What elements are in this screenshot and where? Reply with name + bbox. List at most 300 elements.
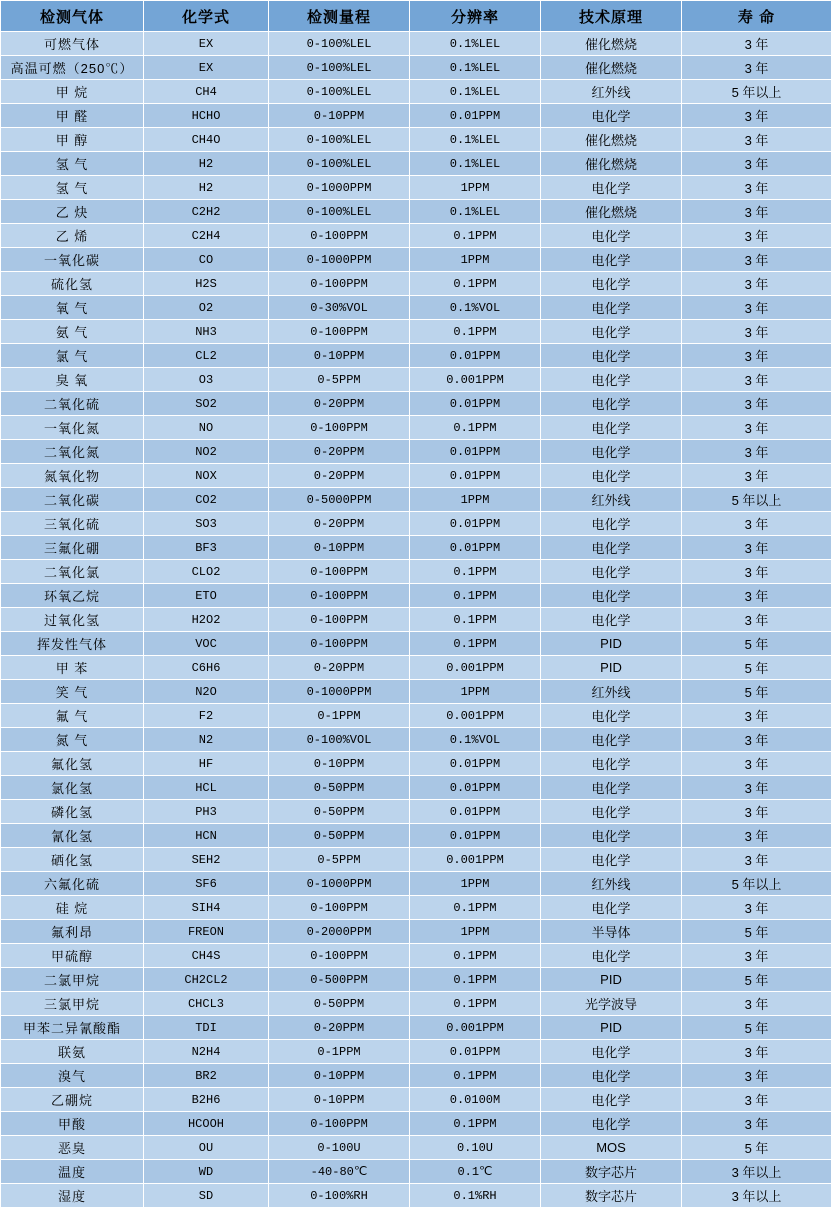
table-cell-formula: SF6 xyxy=(144,872,269,896)
table-row xyxy=(1,296,831,320)
table-cell-range: 0-20PPM xyxy=(269,464,410,488)
table-cell-life: 3 年 xyxy=(682,152,831,176)
column-header-gas: 检测气体 xyxy=(1,1,144,32)
table-cell-principle: 红外线 xyxy=(541,872,682,896)
table-cell-range: 0-50PPM xyxy=(269,824,410,848)
table-cell-principle: PID xyxy=(541,656,682,680)
table-body xyxy=(1,32,831,1208)
table-cell-formula: EX xyxy=(144,56,269,80)
table-row xyxy=(1,248,831,272)
table-cell-life: 3 年 xyxy=(682,992,831,1016)
table-cell-principle: 电化学 xyxy=(541,248,682,272)
table-cell-life: 3 年以上 xyxy=(682,1184,831,1208)
table-cell-formula: SEH2 xyxy=(144,848,269,872)
table-cell-name: 氢 气 xyxy=(1,176,144,200)
table-row xyxy=(1,632,831,656)
table-cell-life: 3 年 xyxy=(682,1040,831,1064)
table-cell-life: 3 年 xyxy=(682,536,831,560)
table-cell-range: 0-100%LEL xyxy=(269,152,410,176)
table-row xyxy=(1,224,831,248)
table-cell-res: 0.1%LEL xyxy=(410,56,541,80)
table-cell-name: 氟利昂 xyxy=(1,920,144,944)
table-cell-formula: TDI xyxy=(144,1016,269,1040)
table-cell-name: 甲 苯 xyxy=(1,656,144,680)
table-cell-life: 3 年 xyxy=(682,416,831,440)
table-cell-principle: 电化学 xyxy=(541,824,682,848)
table-cell-formula: SIH4 xyxy=(144,896,269,920)
table-cell-life: 3 年以上 xyxy=(682,1160,831,1184)
table-cell-range: 0-5000PPM xyxy=(269,488,410,512)
table-cell-range: 0-20PPM xyxy=(269,1016,410,1040)
table-cell-principle: 电化学 xyxy=(541,848,682,872)
table-cell-range: 0-500PPM xyxy=(269,968,410,992)
table-row xyxy=(1,344,831,368)
table-cell-range: 0-20PPM xyxy=(269,440,410,464)
table-row xyxy=(1,776,831,800)
table-cell-res: 0.1%LEL xyxy=(410,80,541,104)
table-cell-principle: 电化学 xyxy=(541,416,682,440)
table-cell-name: 二氧化氯 xyxy=(1,560,144,584)
table-cell-range: 0-100PPM xyxy=(269,896,410,920)
table-cell-principle: 电化学 xyxy=(541,800,682,824)
table-cell-principle: 催化燃烧 xyxy=(541,200,682,224)
table-cell-name: 甲苯二异氰酸酯 xyxy=(1,1016,144,1040)
table-row xyxy=(1,608,831,632)
table-row xyxy=(1,896,831,920)
table-cell-res: 0.1%RH xyxy=(410,1184,541,1208)
table-cell-formula: NOX xyxy=(144,464,269,488)
table-cell-range: 0-100%VOL xyxy=(269,728,410,752)
table-cell-life: 3 年 xyxy=(682,200,831,224)
table-cell-life: 5 年 xyxy=(682,680,831,704)
table-cell-range: 0-100%RH xyxy=(269,1184,410,1208)
table-cell-life: 3 年 xyxy=(682,584,831,608)
table-cell-range: 0-100PPM xyxy=(269,272,410,296)
table-cell-principle: 电化学 xyxy=(541,1040,682,1064)
table-cell-range: 0-100%LEL xyxy=(269,128,410,152)
table-cell-res: 0.1PPM xyxy=(410,416,541,440)
table-cell-res: 0.1PPM xyxy=(410,632,541,656)
table-cell-formula: HCN xyxy=(144,824,269,848)
table-cell-life: 3 年 xyxy=(682,368,831,392)
table-cell-name: 氟化氢 xyxy=(1,752,144,776)
table-cell-res: 0.01PPM xyxy=(410,536,541,560)
table-row xyxy=(1,752,831,776)
table-header-row xyxy=(1,1,831,32)
table-row xyxy=(1,848,831,872)
table-cell-range: 0-30%VOL xyxy=(269,296,410,320)
table-cell-formula: N2H4 xyxy=(144,1040,269,1064)
column-header-lifetime: 寿 命 xyxy=(682,1,831,32)
table-cell-formula: EX xyxy=(144,32,269,56)
table-cell-range: 0-100%LEL xyxy=(269,32,410,56)
table-cell-range: 0-100PPM xyxy=(269,560,410,584)
table-cell-name: 氨 气 xyxy=(1,320,144,344)
table-row xyxy=(1,320,831,344)
column-header-range: 检测量程 xyxy=(269,1,410,32)
table-cell-principle: 数字芯片 xyxy=(541,1160,682,1184)
table-cell-formula: C2H2 xyxy=(144,200,269,224)
table-cell-principle: 红外线 xyxy=(541,488,682,512)
table-row xyxy=(1,80,831,104)
table-cell-formula: C2H4 xyxy=(144,224,269,248)
table-cell-res: 1PPM xyxy=(410,680,541,704)
table-cell-res: 0.01PPM xyxy=(410,776,541,800)
table-cell-name: 湿度 xyxy=(1,1184,144,1208)
table-cell-res: 0.01PPM xyxy=(410,464,541,488)
table-cell-life: 3 年 xyxy=(682,944,831,968)
table-cell-formula: CHCL3 xyxy=(144,992,269,1016)
table-cell-name: 环氧乙烷 xyxy=(1,584,144,608)
table-cell-formula: BR2 xyxy=(144,1064,269,1088)
table-cell-range: 0-100PPM xyxy=(269,1112,410,1136)
table-cell-principle: 电化学 xyxy=(541,728,682,752)
table-cell-range: 0-50PPM xyxy=(269,800,410,824)
table-cell-life: 5 年 xyxy=(682,968,831,992)
table-cell-formula: N2O xyxy=(144,680,269,704)
table-cell-life: 3 年 xyxy=(682,392,831,416)
table-cell-name: 挥发性气体 xyxy=(1,632,144,656)
table-cell-life: 3 年 xyxy=(682,56,831,80)
table-cell-life: 3 年 xyxy=(682,344,831,368)
table-cell-life: 3 年 xyxy=(682,512,831,536)
table-cell-life: 5 年 xyxy=(682,656,831,680)
table-cell-life: 3 年 xyxy=(682,128,831,152)
table-cell-name: 恶臭 xyxy=(1,1136,144,1160)
table-cell-principle: PID xyxy=(541,1016,682,1040)
table-cell-formula: O2 xyxy=(144,296,269,320)
table-cell-range: 0-1000PPM xyxy=(269,248,410,272)
table-cell-formula: NH3 xyxy=(144,320,269,344)
table-cell-formula: CH2CL2 xyxy=(144,968,269,992)
table-row xyxy=(1,176,831,200)
table-cell-principle: 电化学 xyxy=(541,560,682,584)
table-cell-formula: C6H6 xyxy=(144,656,269,680)
table-cell-res: 0.1PPM xyxy=(410,608,541,632)
table-cell-range: 0-5PPM xyxy=(269,848,410,872)
table-cell-principle: 电化学 xyxy=(541,512,682,536)
table-row xyxy=(1,1136,831,1160)
table-cell-res: 0.1PPM xyxy=(410,560,541,584)
table-cell-life: 5 年 xyxy=(682,920,831,944)
table-cell-principle: 红外线 xyxy=(541,680,682,704)
table-cell-life: 3 年 xyxy=(682,800,831,824)
table-cell-name: 可燃气体 xyxy=(1,32,144,56)
table-cell-name: 甲酸 xyxy=(1,1112,144,1136)
table-cell-res: 0.1PPM xyxy=(410,320,541,344)
table-cell-name: 一氧化碳 xyxy=(1,248,144,272)
table-cell-res: 0.01PPM xyxy=(410,440,541,464)
table-row xyxy=(1,56,831,80)
table-row xyxy=(1,1064,831,1088)
table-cell-name: 二氧化碳 xyxy=(1,488,144,512)
table-cell-range: 0-1000PPM xyxy=(269,872,410,896)
table-cell-name: 甲 醇 xyxy=(1,128,144,152)
table-cell-life: 5 年以上 xyxy=(682,488,831,512)
table-cell-name: 硅 烷 xyxy=(1,896,144,920)
table-cell-res: 0.1%VOL xyxy=(410,728,541,752)
table-cell-principle: 电化学 xyxy=(541,104,682,128)
table-cell-range: 0-1PPM xyxy=(269,1040,410,1064)
table-cell-formula: H2O2 xyxy=(144,608,269,632)
table-row xyxy=(1,728,831,752)
table-cell-formula: NO xyxy=(144,416,269,440)
table-cell-formula: WD xyxy=(144,1160,269,1184)
table-cell-res: 0.01PPM xyxy=(410,512,541,536)
table-cell-principle: 半导体 xyxy=(541,920,682,944)
table-cell-range: 0-1000PPM xyxy=(269,176,410,200)
table-header xyxy=(1,1,831,32)
table-cell-range: 0-1000PPM xyxy=(269,680,410,704)
table-cell-life: 3 年 xyxy=(682,848,831,872)
table-cell-name: 氧 气 xyxy=(1,296,144,320)
table-cell-formula: FREON xyxy=(144,920,269,944)
table-cell-formula: SD xyxy=(144,1184,269,1208)
table-cell-formula: CO2 xyxy=(144,488,269,512)
table-cell-name: 三氟化硼 xyxy=(1,536,144,560)
table-cell-range: 0-100%LEL xyxy=(269,200,410,224)
table-cell-formula: OU xyxy=(144,1136,269,1160)
table-cell-res: 0.001PPM xyxy=(410,656,541,680)
table-cell-principle: 红外线 xyxy=(541,80,682,104)
table-cell-formula: BF3 xyxy=(144,536,269,560)
table-cell-life: 3 年 xyxy=(682,272,831,296)
table-cell-formula: VOC xyxy=(144,632,269,656)
table-cell-life: 3 年 xyxy=(682,728,831,752)
table-cell-res: 1PPM xyxy=(410,488,541,512)
table-cell-range: 0-100%LEL xyxy=(269,56,410,80)
table-row xyxy=(1,1016,831,1040)
table-cell-res: 0.1PPM xyxy=(410,992,541,1016)
table-cell-principle: 电化学 xyxy=(541,896,682,920)
table-cell-formula: CH4S xyxy=(144,944,269,968)
table-cell-principle: 数字芯片 xyxy=(541,1184,682,1208)
table-cell-res: 0.1PPM xyxy=(410,968,541,992)
table-cell-res: 0.1%LEL xyxy=(410,152,541,176)
table-cell-name: 氯化氢 xyxy=(1,776,144,800)
table-cell-life: 3 年 xyxy=(682,704,831,728)
table-cell-principle: 电化学 xyxy=(541,776,682,800)
table-cell-name: 笑 气 xyxy=(1,680,144,704)
table-cell-name: 乙硼烷 xyxy=(1,1088,144,1112)
table-row xyxy=(1,200,831,224)
table-cell-formula: CL2 xyxy=(144,344,269,368)
table-cell-formula: SO2 xyxy=(144,392,269,416)
table-cell-name: 氯 气 xyxy=(1,344,144,368)
table-cell-principle: 电化学 xyxy=(541,320,682,344)
table-cell-principle: 催化燃烧 xyxy=(541,152,682,176)
table-cell-principle: 电化学 xyxy=(541,368,682,392)
table-cell-name: 高温可燃（250℃） xyxy=(1,56,144,80)
table-row xyxy=(1,968,831,992)
table-cell-principle: 电化学 xyxy=(541,440,682,464)
table-row xyxy=(1,704,831,728)
table-cell-res: 1PPM xyxy=(410,920,541,944)
table-cell-formula: HCL xyxy=(144,776,269,800)
table-cell-life: 3 年 xyxy=(682,1088,831,1112)
table-cell-name: 氮 气 xyxy=(1,728,144,752)
table-cell-principle: 电化学 xyxy=(541,752,682,776)
table-cell-name: 乙 炔 xyxy=(1,200,144,224)
table-row xyxy=(1,128,831,152)
table-cell-name: 三氯甲烷 xyxy=(1,992,144,1016)
table-cell-formula: H2S xyxy=(144,272,269,296)
table-cell-name: 二氯甲烷 xyxy=(1,968,144,992)
table-cell-life: 3 年 xyxy=(682,824,831,848)
table-cell-name: 磷化氢 xyxy=(1,800,144,824)
table-cell-range: 0-100PPM xyxy=(269,416,410,440)
table-cell-name: 一氧化氮 xyxy=(1,416,144,440)
table-cell-res: 0.01PPM xyxy=(410,1040,541,1064)
table-cell-res: 0.01PPM xyxy=(410,752,541,776)
table-cell-name: 甲 醛 xyxy=(1,104,144,128)
table-row xyxy=(1,104,831,128)
table-cell-formula: PH3 xyxy=(144,800,269,824)
table-cell-principle: 电化学 xyxy=(541,584,682,608)
table-row xyxy=(1,944,831,968)
table-row xyxy=(1,536,831,560)
table-cell-formula: H2 xyxy=(144,176,269,200)
table-cell-name: 硒化氢 xyxy=(1,848,144,872)
table-cell-life: 3 年 xyxy=(682,248,831,272)
table-cell-principle: PID xyxy=(541,632,682,656)
table-cell-principle: PID xyxy=(541,968,682,992)
table-cell-formula: HF xyxy=(144,752,269,776)
table-cell-name: 氢 气 xyxy=(1,152,144,176)
table-row xyxy=(1,680,831,704)
table-cell-formula: SO3 xyxy=(144,512,269,536)
table-cell-formula: ETO xyxy=(144,584,269,608)
table-cell-life: 3 年 xyxy=(682,752,831,776)
table-row xyxy=(1,512,831,536)
table-cell-life: 5 年以上 xyxy=(682,80,831,104)
table-cell-life: 3 年 xyxy=(682,896,831,920)
table-row xyxy=(1,1088,831,1112)
table-row xyxy=(1,1112,831,1136)
table-cell-life: 3 年 xyxy=(682,296,831,320)
table-cell-principle: 电化学 xyxy=(541,704,682,728)
table-cell-life: 3 年 xyxy=(682,1112,831,1136)
table-cell-formula: CLO2 xyxy=(144,560,269,584)
table-cell-name: 溴气 xyxy=(1,1064,144,1088)
table-row xyxy=(1,800,831,824)
table-cell-life: 3 年 xyxy=(682,104,831,128)
table-cell-life: 5 年 xyxy=(682,632,831,656)
table-cell-name: 甲 烷 xyxy=(1,80,144,104)
table-cell-range: 0-5PPM xyxy=(269,368,410,392)
table-cell-name: 氰化氢 xyxy=(1,824,144,848)
table-cell-res: 0.1PPM xyxy=(410,584,541,608)
table-cell-life: 3 年 xyxy=(682,464,831,488)
table-cell-range: 0-10PPM xyxy=(269,104,410,128)
table-cell-life: 3 年 xyxy=(682,320,831,344)
table-row xyxy=(1,584,831,608)
table-cell-principle: 电化学 xyxy=(541,272,682,296)
table-cell-name: 甲硫醇 xyxy=(1,944,144,968)
table-cell-res: 0.001PPM xyxy=(410,704,541,728)
table-cell-range: 0-2000PPM xyxy=(269,920,410,944)
table-row xyxy=(1,824,831,848)
table-row xyxy=(1,464,831,488)
table-cell-formula: O3 xyxy=(144,368,269,392)
table-cell-principle: 电化学 xyxy=(541,1064,682,1088)
table-cell-range: -40-80℃ xyxy=(269,1160,410,1184)
table-cell-range: 0-100PPM xyxy=(269,632,410,656)
table-cell-formula: F2 xyxy=(144,704,269,728)
table-row xyxy=(1,992,831,1016)
table-cell-life: 3 年 xyxy=(682,1064,831,1088)
table-row xyxy=(1,440,831,464)
table-cell-principle: 电化学 xyxy=(541,464,682,488)
table-cell-name: 硫化氢 xyxy=(1,272,144,296)
table-row xyxy=(1,368,831,392)
table-row xyxy=(1,392,831,416)
table-cell-life: 5 年以上 xyxy=(682,872,831,896)
table-cell-principle: 电化学 xyxy=(541,392,682,416)
column-header-resolution: 分辨率 xyxy=(410,1,541,32)
table-row xyxy=(1,872,831,896)
table-cell-res: 0.1PPM xyxy=(410,224,541,248)
table-cell-res: 0.1%VOL xyxy=(410,296,541,320)
table-cell-formula: H2 xyxy=(144,152,269,176)
table-cell-res: 0.10U xyxy=(410,1136,541,1160)
table-cell-name: 氮氧化物 xyxy=(1,464,144,488)
table-row xyxy=(1,560,831,584)
table-cell-res: 0.001PPM xyxy=(410,1016,541,1040)
table-cell-life: 3 年 xyxy=(682,440,831,464)
table-cell-range: 0-20PPM xyxy=(269,512,410,536)
table-cell-res: 0.1%LEL xyxy=(410,200,541,224)
table-cell-range: 0-20PPM xyxy=(269,392,410,416)
table-cell-res: 1PPM xyxy=(410,176,541,200)
table-cell-res: 0.1PPM xyxy=(410,944,541,968)
table-cell-range: 0-10PPM xyxy=(269,1088,410,1112)
table-cell-formula: CO xyxy=(144,248,269,272)
table-cell-range: 0-50PPM xyxy=(269,776,410,800)
table-cell-res: 0.1PPM xyxy=(410,1112,541,1136)
table-cell-res: 0.1%LEL xyxy=(410,128,541,152)
table-cell-life: 3 年 xyxy=(682,560,831,584)
table-cell-range: 0-10PPM xyxy=(269,1064,410,1088)
column-header-principle: 技术原理 xyxy=(541,1,682,32)
table-cell-formula: B2H6 xyxy=(144,1088,269,1112)
table-cell-principle: MOS xyxy=(541,1136,682,1160)
table-cell-res: 0.1%LEL xyxy=(410,32,541,56)
table-cell-principle: 电化学 xyxy=(541,536,682,560)
table-cell-life: 5 年 xyxy=(682,1016,831,1040)
table-cell-res: 0.01PPM xyxy=(410,104,541,128)
table-row xyxy=(1,152,831,176)
table-cell-res: 0.01PPM xyxy=(410,344,541,368)
table-row xyxy=(1,32,831,56)
table-cell-range: 0-100PPM xyxy=(269,584,410,608)
table-cell-name: 温度 xyxy=(1,1160,144,1184)
table-cell-range: 0-100PPM xyxy=(269,320,410,344)
table-cell-res: 0.01PPM xyxy=(410,392,541,416)
table-cell-formula: NO2 xyxy=(144,440,269,464)
table-cell-name: 过氧化氢 xyxy=(1,608,144,632)
table-cell-principle: 光学波导 xyxy=(541,992,682,1016)
table-cell-range: 0-10PPM xyxy=(269,752,410,776)
table-cell-name: 联氨 xyxy=(1,1040,144,1064)
table-row xyxy=(1,1184,831,1208)
table-cell-name: 乙 烯 xyxy=(1,224,144,248)
table-cell-res: 0.1PPM xyxy=(410,272,541,296)
table-cell-range: 0-20PPM xyxy=(269,656,410,680)
table-cell-res: 0.001PPM xyxy=(410,368,541,392)
table-row xyxy=(1,1160,831,1184)
table-cell-life: 3 年 xyxy=(682,776,831,800)
